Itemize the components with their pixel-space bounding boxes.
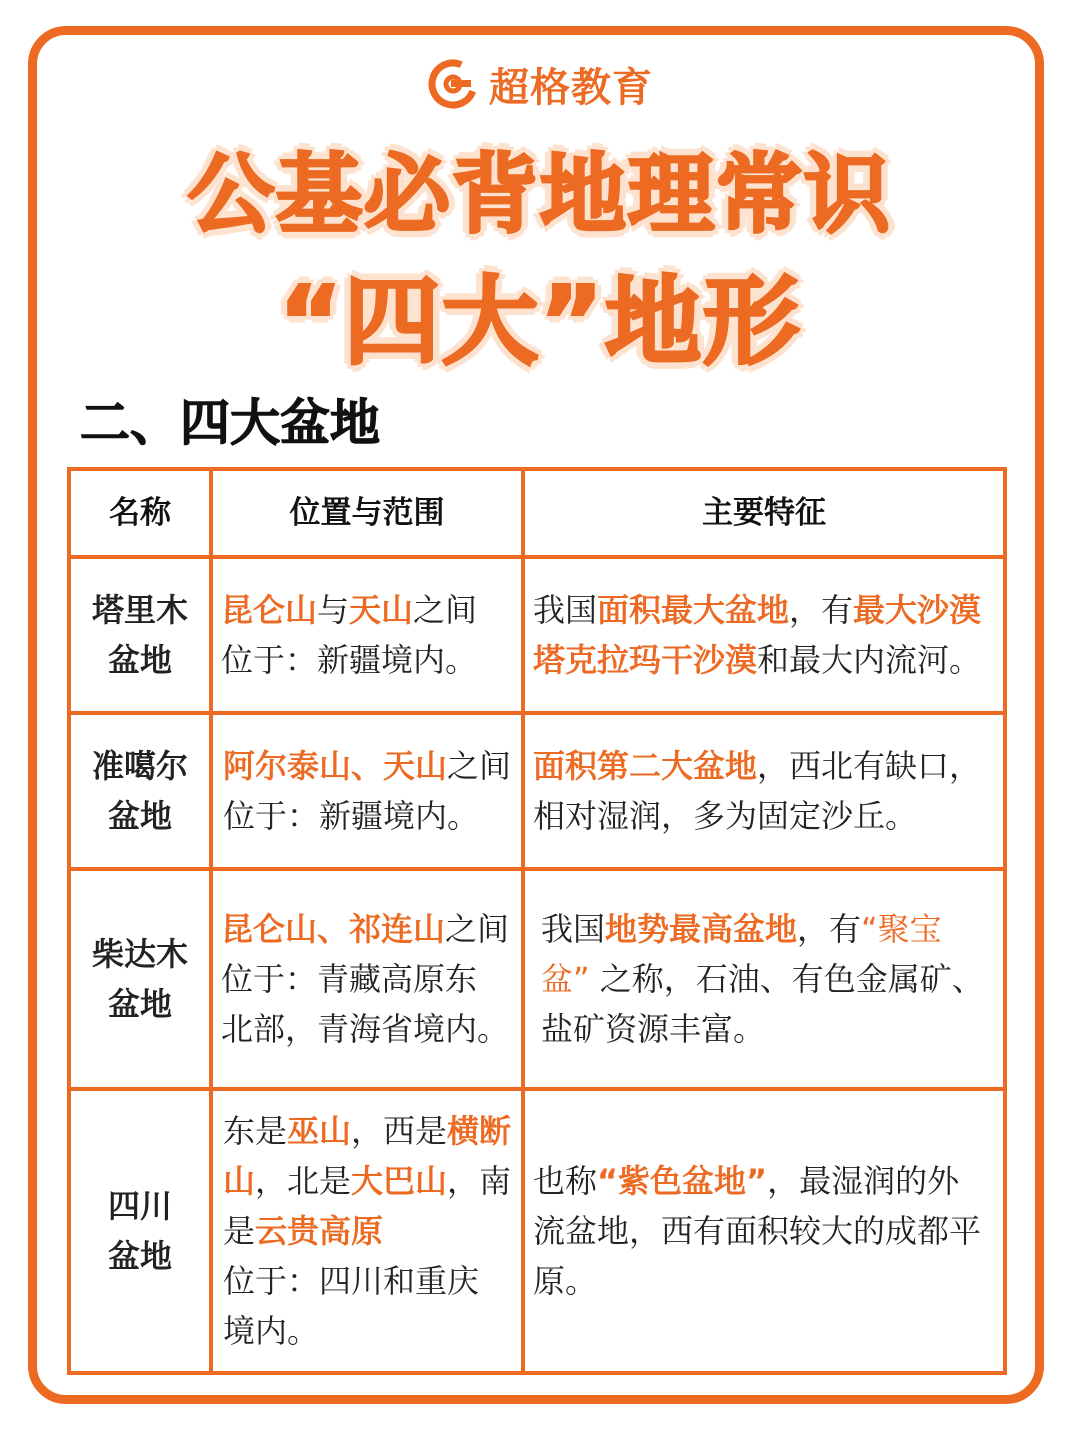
highlight-text: 面积第二大盆地 [533, 747, 758, 785]
table-row [69, 1089, 1005, 1373]
highlight-text: 面积最大盆地 [597, 591, 790, 629]
basin-name: 准噶尔 [91, 747, 188, 785]
text: 境内。 [223, 1312, 320, 1350]
text: 北部，青海省境内。 [221, 1010, 510, 1048]
text: 也称 [533, 1162, 598, 1200]
highlight-text: 阿尔泰山、天山 [223, 747, 448, 785]
text: 位于：四川和重庆 [223, 1262, 480, 1300]
header-features: 主要特征 [523, 469, 1005, 557]
location-cell [211, 1089, 523, 1373]
header-name: 名称 [69, 469, 211, 557]
text: 流盆地，西有面积较大的成都平 [533, 1212, 982, 1250]
text: 与 [317, 591, 350, 629]
table-row [69, 869, 1005, 1089]
text: ，南 [447, 1162, 512, 1200]
table-row [69, 713, 1005, 869]
features-cell [523, 1089, 1005, 1373]
highlight-text: 塔克拉玛干沙漠 [533, 641, 758, 679]
quoted-highlight: 盆” [541, 960, 590, 998]
text: 之间 [445, 910, 510, 948]
location-cell [211, 557, 523, 713]
basin-name-suffix: 盆地 [107, 1237, 172, 1275]
text: ，有 [797, 910, 862, 948]
highlight-text: “紫色盆地” [597, 1162, 768, 1200]
basin-name-cell [69, 713, 211, 869]
text: ，最湿润的外 [767, 1162, 960, 1200]
sub-title: “四大”地形 [278, 266, 802, 378]
text: 之称，石油、有色金属矿、 [599, 960, 984, 998]
text: 和最大内流河。 [757, 641, 982, 679]
features-cell [523, 713, 1005, 869]
section-heading: 二、四大盆地 [80, 394, 380, 452]
brand-header [0, 52, 1080, 116]
basin-table [67, 467, 1007, 1375]
quoted-highlight: “聚宝 [861, 910, 942, 948]
highlight-text: 云贵高原 [255, 1212, 384, 1250]
text: 位于：新疆境内。 [223, 797, 480, 835]
basin-name-suffix: 盆地 [107, 797, 172, 835]
header-location: 位置与范围 [211, 469, 523, 557]
text: ，有 [789, 591, 854, 629]
text: ，西北有缺口， [757, 747, 982, 785]
highlight-text: 地势最高盆地 [605, 910, 798, 948]
highlight-text: 横断 [447, 1112, 512, 1150]
features-cell [523, 869, 1005, 1089]
text: 位于：青藏高原东 [221, 960, 478, 998]
text: 相对湿润，多为固定沙丘。 [533, 797, 918, 835]
text: 是 [223, 1212, 256, 1250]
basin-name: 四川 [107, 1187, 172, 1225]
basin-name-suffix: 盆地 [107, 641, 172, 679]
basin-name-cell [69, 557, 211, 713]
highlight-text: 昆仑山、祁连山 [221, 910, 446, 948]
text: 我国 [533, 591, 598, 629]
highlight-text: 山 [223, 1162, 256, 1200]
basin-name: 塔里木 [91, 591, 188, 629]
text: 之间 [447, 747, 512, 785]
table-row [69, 557, 1005, 713]
text: ，西是 [351, 1112, 448, 1150]
g-logo-icon [427, 58, 479, 110]
text: ，北是 [255, 1162, 352, 1200]
highlight-text: 昆仑山 [221, 591, 318, 629]
text: 我国 [541, 910, 606, 948]
features-cell [523, 557, 1005, 713]
text: 之间 [413, 591, 478, 629]
text: 盐矿资源丰富。 [541, 1010, 766, 1048]
text: 东是 [223, 1112, 288, 1150]
table-header-row [69, 469, 1005, 557]
basin-name: 柴达木 [91, 935, 188, 973]
text: 原。 [533, 1262, 598, 1300]
highlight-text: 天山 [349, 591, 414, 629]
main-title: 公基必背地理常识 [188, 145, 892, 245]
highlight-text: 大巴山 [351, 1162, 448, 1200]
basin-name-suffix: 盆地 [107, 985, 172, 1023]
location-cell [211, 869, 523, 1089]
highlight-text: 巫山 [287, 1112, 352, 1150]
brand-name: 超格教育 [489, 64, 653, 111]
text: 位于：新疆境内。 [221, 641, 478, 679]
basin-name-cell [69, 1089, 211, 1373]
basin-name-cell [69, 869, 211, 1089]
location-cell [211, 713, 523, 869]
highlight-text: 最大沙漠 [853, 591, 982, 629]
